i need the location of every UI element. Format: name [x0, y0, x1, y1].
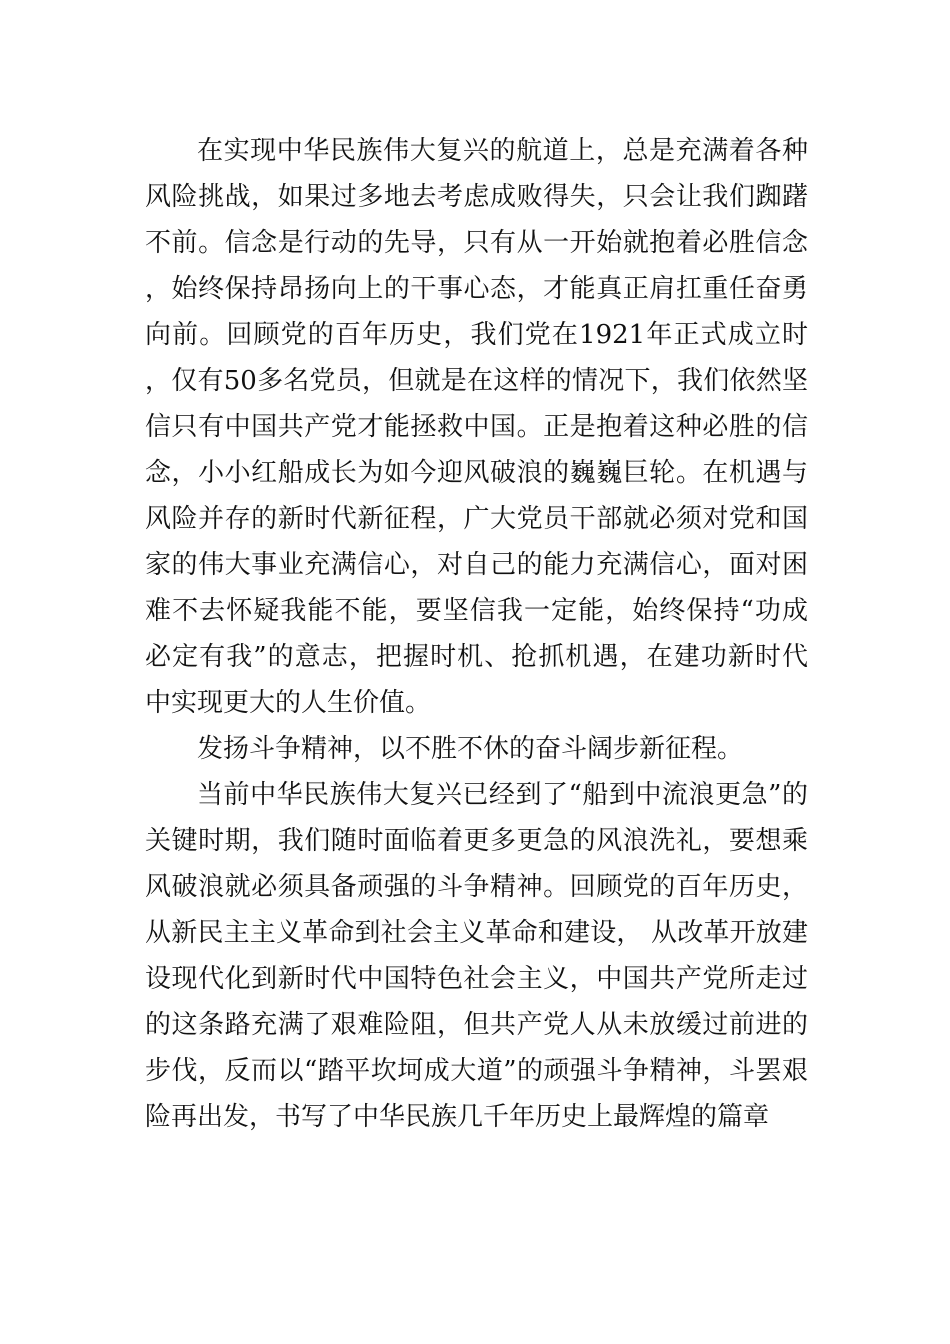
paragraph-struggle: 当前中华民族伟大复兴已经到了“船到中流浪更急”的关键时期，我们随时面临着更多更急的风浪洗礼，要想乘风破浪就必须具备顽强的斗争精神。回顾党的百年历史，从新民主主义革命到社会主义革命和建设， 从改革开放建设现代化到新时代中国特色社会主义，中国共产党所走过的这条路充满了艰难险阻，但共产党人从未放缓过前进的步伐，反而以“踏平坎坷成大道”的顽强斗争精神，斗罢艰险再出发，书写了中华民族几千年历史上最辉煌的篇章 — [145, 780, 808, 1132]
document-body — [145, 128, 808, 1140]
section-heading-struggle: 发扬斗争精神，以不胜不休的奋斗阔步新征程。 — [197, 734, 744, 764]
paragraph-confidence: 在实现中华民族伟大复兴的航道上，总是充满着各种风险挑战，如果过多地去考虑成败得失，只会让我们踟躇不前。信念是行动的先导，只有从一开始就抱着必胜信念，始终保持昂扬向上的干事心态，才能真正肩扛重任奋勇向前。回顾党的百年历史，我们党在1921年正式成立时，仅有50多名党员，但就是在这样的情况下，我们依然坚信只有中国共产党才能拯救中国。正是抱着这种必胜的信念，小小红船成长为如今迎风破浪的巍巍巨轮。在机遇与风险并存的新时代新征程，广大党员干部就必须对党和国家的伟大事业充满信心，对自己的能力充满信心，面对困难不去怀疑我能不能，要坚信我一定能，始终保持“功成必定有我”的意志，把握时机、抢抓机遇，在建功新时代中实现更大的人生价值。 — [145, 136, 808, 718]
